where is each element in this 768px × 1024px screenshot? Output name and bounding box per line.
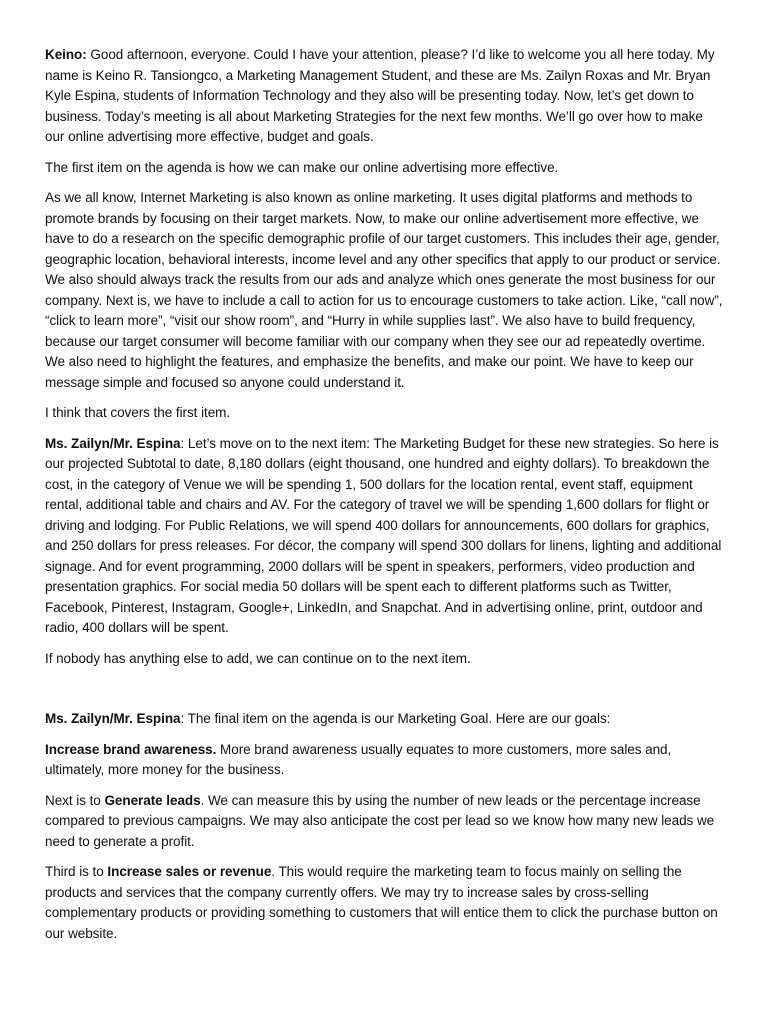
goal-increase-sales: [45, 862, 724, 944]
goal-title: Increase brand awareness.: [45, 741, 217, 757]
continue-paragraph: If nobody has anything else to add, we can continue on to the next item.: [45, 650, 471, 666]
first-item-conclusion: I think that covers the first item.: [45, 405, 231, 420]
goal-brand-awareness: [45, 740, 724, 781]
goal-prefix: Third is to: [45, 864, 108, 879]
budget-text: : Let’s move on to the next item: The Marketing Budget for these new strategies. So here is our projected Subtotal to date, 8,180 dollars (eight thousand, one hundred and eighty dollars). To breakdown the cost, in the category of Venue we will be spending 1, 500 dollars for the location rental, event staff, equipment rental, additional table and chairs and AV. For the category of travel we will be spending 1,600 dollars for flight or driving and lodging. For Public Relations, we will spend 400 dollars for announcements, 600 dollars for graphics, and 250 dollars for press releases. For décor, the company will spend 300 dollars for linens, lighting and additional signage. And for event programming, 2000 dollars will be spent in speakers, performers, video production and presentation graphics. For social media 50 dollars will be spent each to different platforms such as Twitter, Facebook, Pinterest, Instagram, Google+, LinkedIn, and Snapchat. And in advertising online, print, outdoor and radio, 400 dollars will be spent.: [45, 435, 722, 635]
goal-text: More brand awareness usually equates to more customers, more sales and, ultimately, more money for the business.: [45, 741, 672, 777]
goal-title: Generate leads: [104, 792, 201, 808]
speaker-label: Ms. Zailyn/Mr. Espina: [45, 711, 181, 726]
agenda-first-item: The first item on the agenda is how we can make our online advertising more effective.: [45, 159, 559, 175]
goals-intro-paragraph: [45, 709, 724, 730]
speaker-label: Ms. Zailyn/Mr. Espina: [45, 435, 181, 451]
intro-paragraph: [45, 45, 724, 148]
goals-intro-text: : The final item on the agenda is our Marketing Goal. Here are our goals:: [180, 711, 611, 726]
goal-generate-leads: [45, 791, 724, 853]
online-marketing-paragraph: As we all know, Internet Marketing is also known as online marketing. It uses digital platforms and methods to promote brands by focusing on their target markets. Now, to make our online advertisement more effective, we have to do a research on the specific demographic profile of our target customers. This includes their age, gender, geographic location, behavioral interests, income level and any other specifics that apply to our product or service. We also should always track the results from our ads and analyze which ones generate the most business for our company. Next is, we have to include a call to action for us to encourage customers to take action. Like, “call now”, “click to learn more”, “visit our show room”, and “Hurry in while supplies last”. We also have to build frequency, because our target consumer will become familiar with our company when they see our ad repeatedly overtime. We also need to highlight the features, and emphasize the benefits, and make our point. We have to keep our message simple and focused so anyone could understand it.: [45, 190, 723, 390]
goal-text: . We can measure this by using the number of new leads or the percentage increase compared to previous campaigns. We may also anticipate the cost per lead so we know how many new leads we need to generate a profit.: [45, 792, 715, 849]
budget-paragraph: [45, 434, 724, 639]
speaker-label: Keino:: [45, 47, 87, 62]
intro-text: Good afternoon, everyone. Could I have your attention, please? I’d like to welcome you all here today. My name is Keino R. Tansiongco, a Marketing Management Student, and these are Ms. Zailyn Roxas and Mr. Bryan Kyle Espina, students of Information Technology and they also will be presenting today. Now, let’s get down to business. Today’s meeting is all about Marketing Strategies for the next few months. We’ll go over how to make our online advertising more effective, budget and goals.: [45, 47, 715, 144]
goal-title: Increase sales or revenue: [107, 864, 272, 879]
goal-text: . This would require the marketing team to focus mainly on selling the products and services that the company currently offers. We may try to increase sales by cross-selling complementary products or providing something to customers that will entice them to click the purchase button on our website.: [45, 864, 718, 941]
goal-prefix: Next is to: [45, 792, 105, 808]
